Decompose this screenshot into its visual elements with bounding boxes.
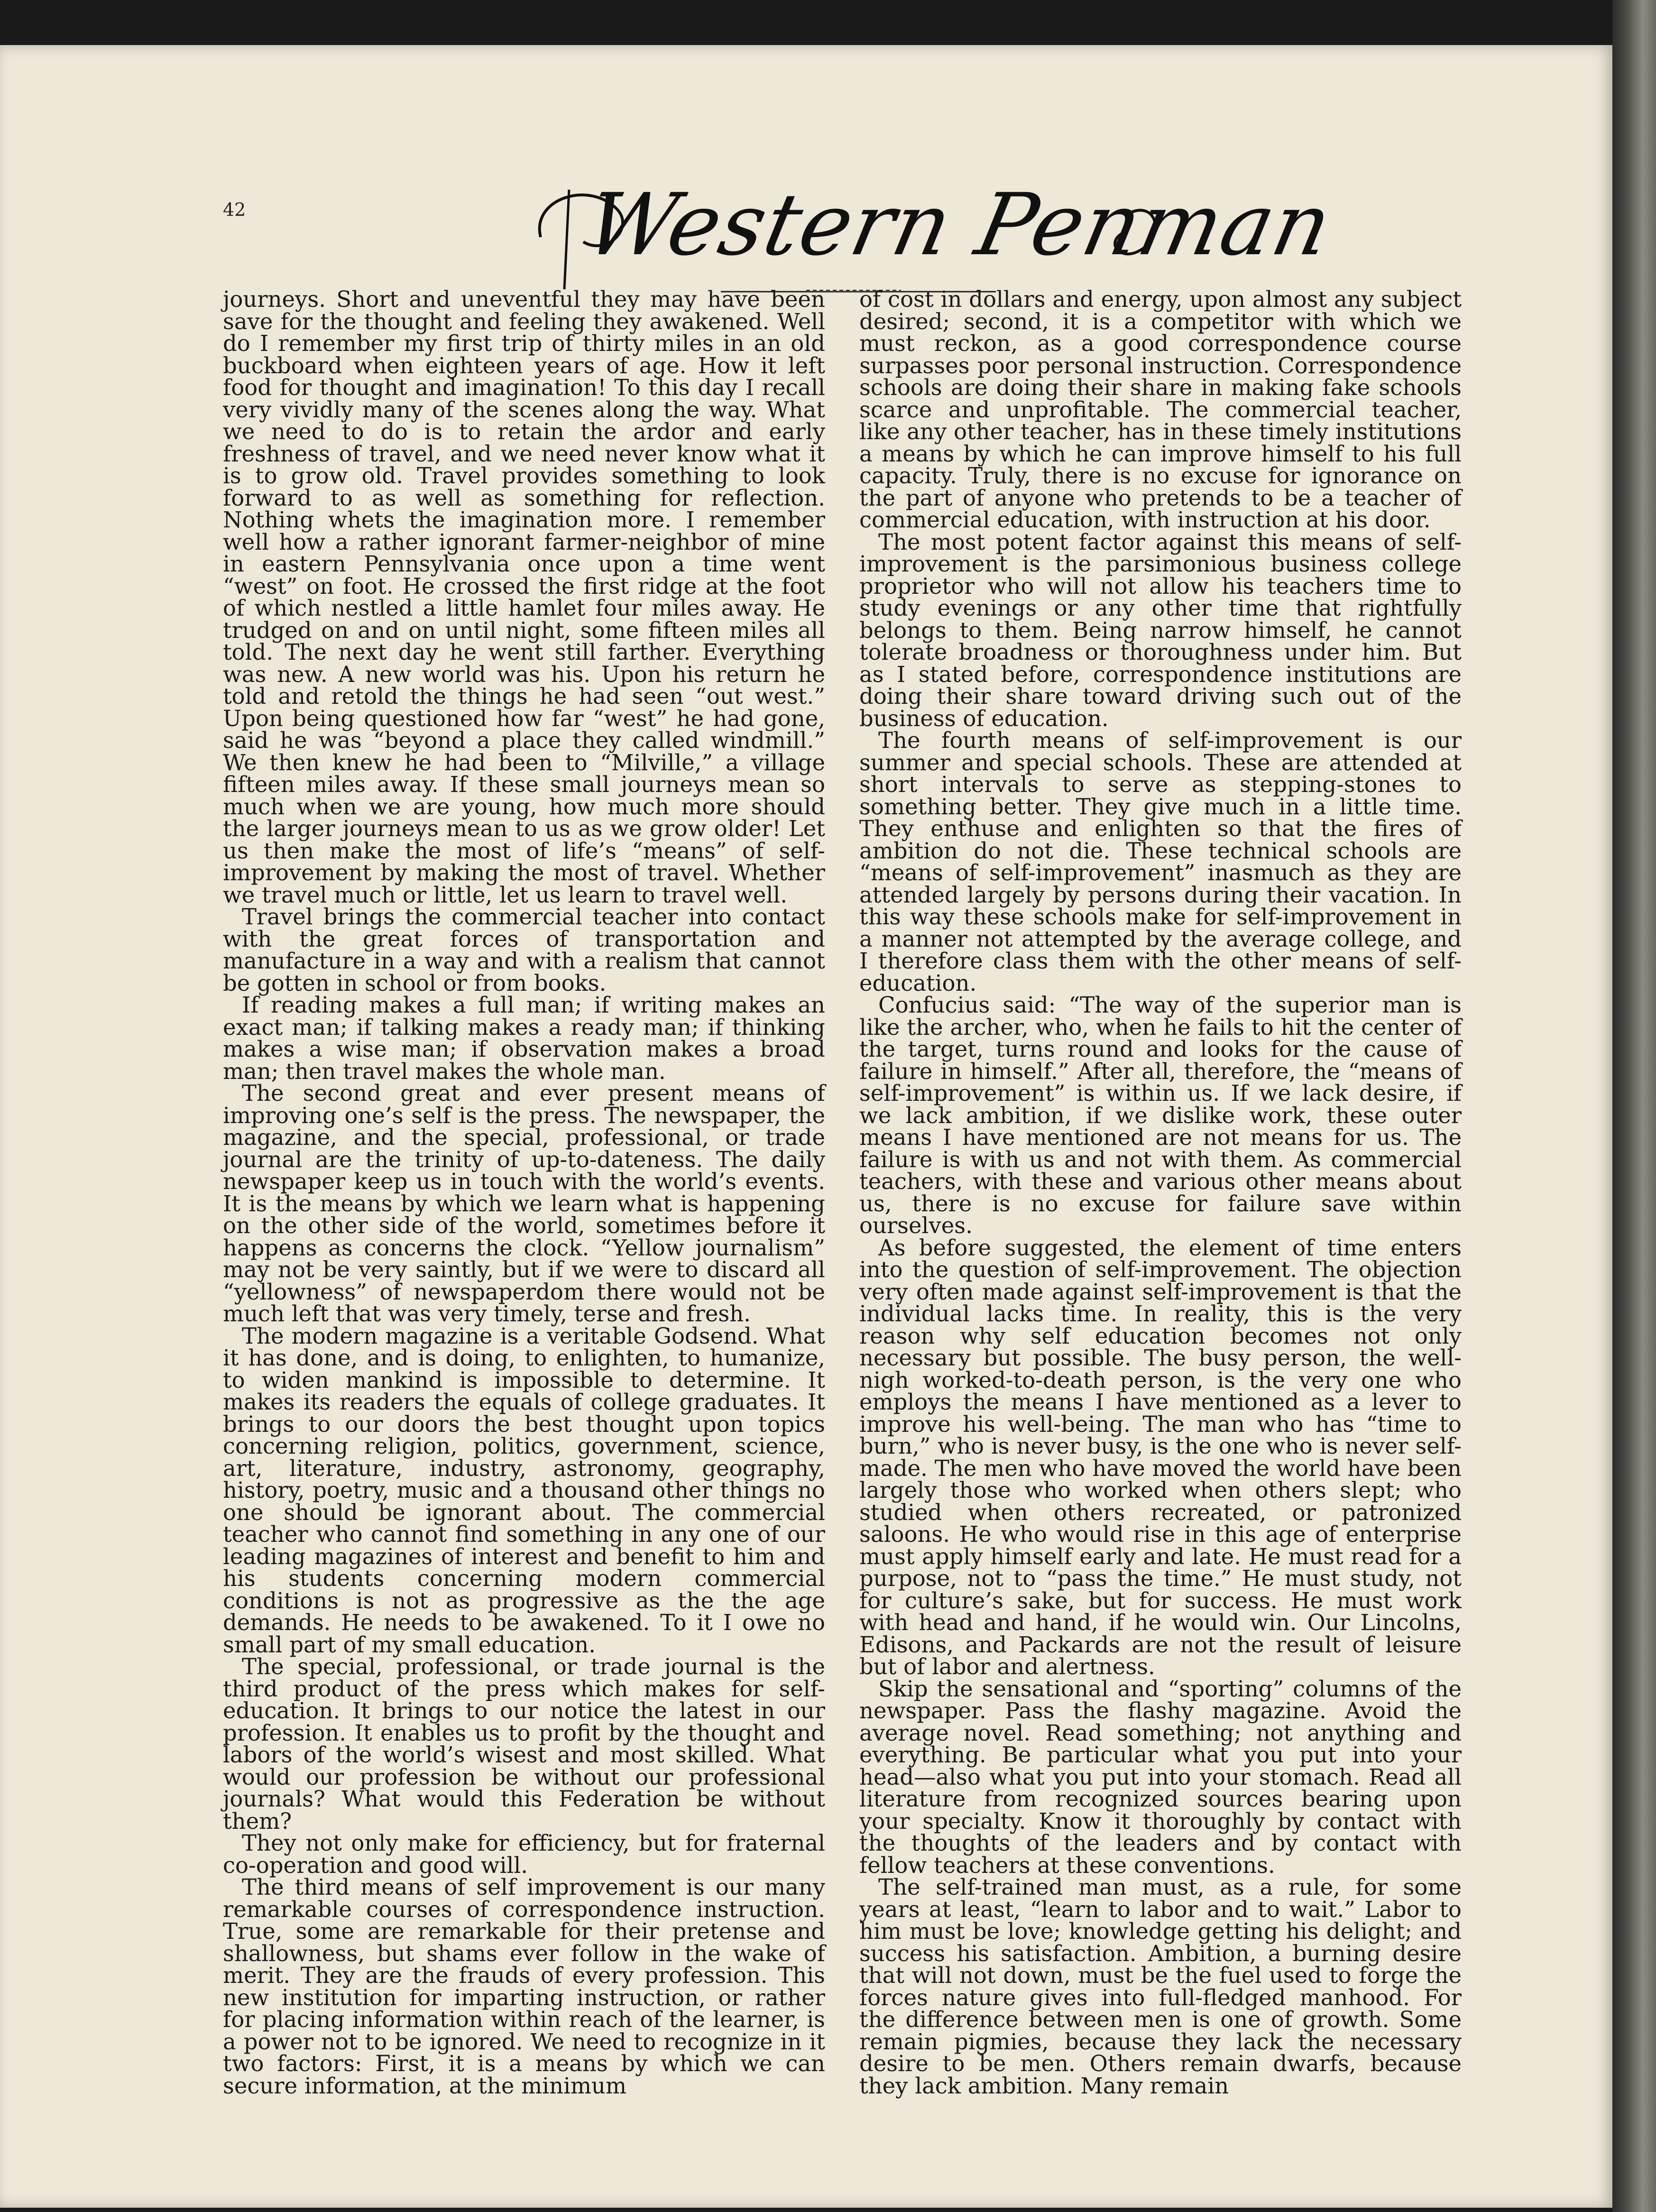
paragraph: The fourth means of self-improvement is our summer and special schools. These are attended at short intervals to serve as stepping-stones to something better. They give much in a little time. They enthuse and enlighten so that the fires of ambition do not die. These technical schools are “means of self-improvement” inasmuch as they are attended largely by persons during their vacation. In this way these schools make for self-improvement in a manner not attempted by the average college, and I therefore class them with the other means of self-education. bbox=[859, 728, 1462, 996]
facing-page-edge bbox=[1612, 0, 1656, 2212]
paragraph: Confucius said: “The way of the superior man is like the archer, who, when he fails to hit the center of the target, turns round and looks for the cause of failure in himself.” After all, therefore, the “means of self-improvement” is within us. If we lack desire, if we lack ambition, if we dislike work, these outer means I have mentioned are not means for us. The failure is with us and not with them. As commercial teachers, with these and various other means about us, there is no excuse for failure save within ourselves. bbox=[859, 992, 1462, 1238]
paragraph: of cost in dollars and energy, upon almost any subject desired; second, it is a competitor with which we must reckon, as a good correspondence course surpasses poor personal instruction. Correspondence schools are doing their share in making fake schools scarce and unprofitable. The commercial teacher, like any other teacher, has in these timely institutions a means by which he can improve himself to his full capacity. Truly, there is no excuse for ignorance on the part of anyone who pretends to be a teacher of commercial education, with instruction at his door. bbox=[859, 286, 1462, 533]
paragraph: If reading makes a full man; if writing makes an exact man; if talking makes a ready man; if thinking makes a wise man; if observation makes a broad man; then travel makes the whole man. bbox=[223, 992, 825, 1084]
right-column bbox=[859, 288, 1462, 2097]
masthead-logo bbox=[512, 171, 1341, 294]
paragraph: They not only make for efficiency, but for fraternal co-operation and good will. bbox=[223, 1830, 825, 1878]
paragraph: Skip the sensational and “sporting” columns of the newspaper. Pass the flashy magazine. Avoid the average novel. Read something; not anything and everything. Be particular what you put into your head—also what you put into your stomach. Read all literature from recognized sources bearing upon your specialty. Know it thoroughly by contact with the thoughts of the leaders and by contact with fellow teachers at these conventions. bbox=[859, 1676, 1462, 1878]
paragraph: Travel brings the commercial teacher into contact with the great forces of transportation and manufacture in a way and with a realism that cannot be gotten in school or from books. bbox=[223, 904, 825, 996]
paragraph: The second great and ever present means of improving one’s self is the press. The newspaper, the magazine, and the special, professional, or trade journal are the trinity of up-to-dateness. The daily newspaper keep us in touch with the world’s events. It is the means by which we learn what is happening on the other side of the world, sometimes before it happens as concerns the clock. “Yellow journalism” may not be very saintly, but if we were to discard all “yellowness” of newspaperdom there would not be much left that was very timely, terse and fresh. bbox=[223, 1080, 825, 1327]
paragraph: The special, professional, or trade journal is the third product of the press which makes for self-education. It brings to our notice the latest in our profession. It enables us to profit by the thought and labors of the world’s wisest and most skilled. What would our profession be without our professional journals? What would this Federation be without them? bbox=[223, 1654, 825, 1834]
page-number: 42 bbox=[223, 199, 246, 220]
paragraph: journeys. Short and uneventful they may have been save for the thought and feeling they awakened. Well do I remember my first trip of thirty miles in an old buckboard when eighteen years of age. How it left food for thought and imagination! To this day I recall very vividly many of the scenes along the way. What we need to do is to retain the ardor and early freshness of travel, and we need never know what it is to grow old. Travel provides something to look forward to as well as something for reflection. Nothing whets the imagination more. I remember well how a rather ignorant farmer-neighbor of mine in eastern Pennsylvania once upon a time went “west” on foot. He crossed the first ridge at the foot of which nestled a little hamlet four miles away. He trudged on and on until night, some fifteen miles all told. The next day he went still farther. Everything was new. A new world was his. Upon his return he told and retold the things he had seen “out west.” Upon being questioned how far “west” he had gone, said he was “beyond a place they called windmill.” We then knew he had been to “Milville,” a village fifteen miles away. If these small journeys mean so much when we are young, how much more should the larger journeys mean to us as we grow older! Let us then make the most of life’s “means” of self-improvement by making the most of travel. Whether we travel much or little, let us learn to travel well. bbox=[223, 286, 825, 908]
paragraph: The self-trained man must, as a rule, for some years at least, “learn to labor and to wait.” Labor to him must be love; knowledge getting his delight; and success his satisfaction. Ambition, a burning desire that will not down, must be the fuel used to forge the forces nature gives into full-fledged manhood. For the difference between men is one of growth. Some remain pigmies, because they lack the necessary desire to be men. Others remain dwarfs, because they lack ambition. Many remain bbox=[859, 1874, 1462, 2099]
paragraph: As before suggested, the element of time enters into the question of self-improvement. The objection very often made against self-improvement is that the individual lacks time. In reality, this is the very reason why self education becomes not only necessary but possible. The busy person, the well-nigh worked-to-death person, is the very one who employs the means I have mentioned as a lever to improve his well-being. The man who has “time to burn,” who is never busy, is the one who is never self-made. The men who have moved the world have been largely those who worked when others slept; who studied when others recreated, or patronized saloons. He who would rise in this age of enterprise must apply himself early and late. He must read for a purpose, not to “pass the time.” He must study, not for culture’s sake, but for success. He must work with head and hand, if he would win. Our Lincolns, Edisons, and Packards are not the result of leisure but of labor and alertness. bbox=[859, 1235, 1462, 1679]
paragraph: The most potent factor against this means of self-improvement is the parsimonious business college proprietor who will not allow his teachers time to study evenings or any other time that rightfully belongs to them. Being narrow himself, he cannot tolerate broadness or thoroughness under him. But as I stated before, correspondence institutions are doing their share toward driving such out of the business of education. bbox=[859, 529, 1462, 731]
left-column bbox=[223, 288, 825, 2097]
masthead-title: Western Penman bbox=[577, 175, 1341, 275]
paragraph: The third means of self improvement is our many remarkable courses of correspondence instruction. True, some are remarkable for their pretense and shallowness, but shams ever follow in the wake of merit. They are the frauds of every profession. This new institution for imparting instruction, or rather for placing information within reach of the learner, is a power not to be ignored. We need to recognize in it two factors: First, it is a means by which we can secure information, at the minimum bbox=[223, 1874, 825, 2099]
paragraph: The modern magazine is a veritable Godsend. What it has done, and is doing, to enlighten, to humanize, to widen mankind is impossible to determine. It makes its readers the equals of college graduates. It brings to our doors the best thought upon topics concerning religion, politics, government, science, art, literature, industry, astronomy, geography, history, poetry, music and a thousand other things no one should be ignorant about. The commercial teacher who cannot find something in any one of our leading magazines of interest and benefit to him and his students concerning modern commercial conditions is not as progressive as the the age demands. He needs to be awakened. To it I owe no small part of my small education. bbox=[223, 1323, 825, 1658]
